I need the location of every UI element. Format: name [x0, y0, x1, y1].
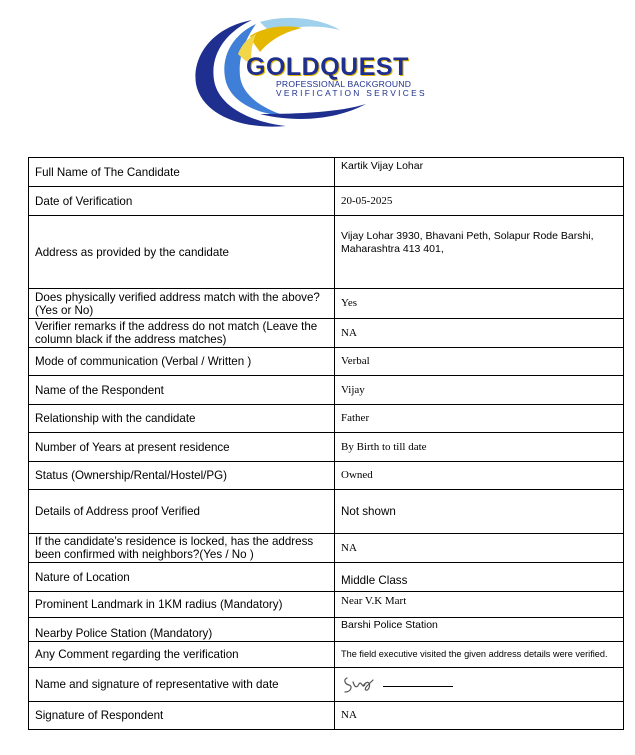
logo-text [246, 54, 456, 98]
address-proof-value: Not shown [335, 490, 624, 534]
landmark-value: Near V.K Mart [335, 592, 624, 618]
row-label: Details of Address proof Verified [29, 490, 335, 534]
row-label: Status (Ownership/Rental/Hostel/PG) [29, 462, 335, 490]
row-label: Any Comment regarding the verification [29, 642, 335, 668]
row-label: Number of Years at present residence [29, 433, 335, 462]
communication-mode-value: Verbal [335, 348, 624, 376]
row-label: If the candidate’s residence is locked, has the address been confirmed with neighbors?(Yes / No ) [29, 534, 335, 563]
table-row [29, 289, 624, 319]
goldquest-logo [190, 14, 460, 132]
row-label: Full Name of The Candidate [29, 158, 335, 187]
row-value [335, 642, 624, 668]
respondent-name-value: Vijay [335, 376, 624, 405]
table-row [29, 348, 624, 376]
address-match-value: Yes [335, 289, 624, 319]
candidate-name-value: Kartik Vijay Lohar [341, 160, 424, 172]
table-row [29, 642, 624, 668]
row-label: Verifier remarks if the address do not match (Leave the column black if the address matches) [29, 319, 335, 348]
respondent-signature-value: NA [335, 702, 624, 730]
row-label: Relationship with the candidate [29, 405, 335, 433]
row-label: Signature of Respondent [29, 702, 335, 730]
table-row [29, 702, 624, 730]
representative-signature-cell [335, 668, 624, 702]
row-label: Nearby Police Station (Mandatory) [29, 618, 335, 642]
table-row [29, 668, 624, 702]
table-row [29, 592, 624, 618]
address-value: Vijay Lohar 3930, Bhavani Peth, Solapur Rode Barshi, Maharashtra 413 401, [341, 230, 594, 255]
row-label: Name and signature of representative with date [29, 668, 335, 702]
table-row [29, 376, 624, 405]
neighbor-confirmation-value: NA [335, 534, 624, 563]
location-nature-value: Middle Class [335, 563, 624, 592]
table-row [29, 158, 624, 187]
table-row [29, 216, 624, 289]
ownership-status-value: Owned [335, 462, 624, 490]
verification-date-value: 20-05-2025 [335, 187, 624, 216]
table-row [29, 187, 624, 216]
row-label: Prominent Landmark in 1KM radius (Mandatory) [29, 592, 335, 618]
verification-table [28, 157, 624, 730]
row-label: Address as provided by the candidate [29, 216, 335, 289]
row-value [335, 158, 624, 187]
logo-tagline-1: PROFESSIONAL BACKGROUND [276, 79, 412, 89]
row-label: Name of the Respondent [29, 376, 335, 405]
row-label: Mode of communication (Verbal / Written ) [29, 348, 335, 376]
representative-signature-icon [341, 672, 377, 698]
relationship-value: Father [335, 405, 624, 433]
logo-brand-name: GOLDQUEST [246, 53, 409, 81]
signature-line [383, 686, 453, 687]
table-row [29, 534, 624, 563]
table-row [29, 462, 624, 490]
police-station-value: Barshi Police Station [341, 619, 438, 631]
row-value [335, 618, 624, 642]
table-row [29, 319, 624, 348]
row-label: Does physically verified address match with the above? (Yes or No) [29, 289, 335, 319]
row-label: Nature of Location [29, 563, 335, 592]
verification-comment-value: The field executive visited the given address details were verified. [341, 649, 608, 659]
row-value [335, 216, 624, 289]
years-residence-value: By Birth to till date [335, 433, 624, 462]
verifier-remarks-value: NA [335, 319, 624, 348]
table-row [29, 563, 624, 592]
table-row [29, 405, 624, 433]
logo-tagline-2: VERIFICATION SERVICES [276, 88, 427, 98]
table-row [29, 618, 624, 642]
table-row [29, 490, 624, 534]
row-label: Date of Verification [29, 187, 335, 216]
table-row [29, 433, 624, 462]
